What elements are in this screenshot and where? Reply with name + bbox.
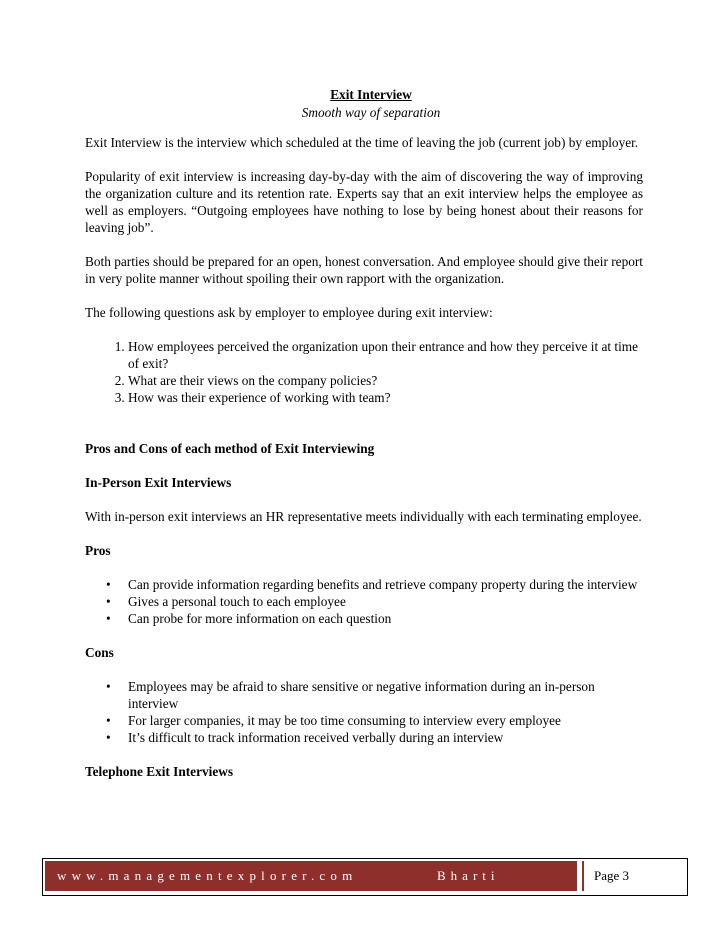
list-item-text: Employees may be afraid to share sensitive or negative information during an in-person interview (128, 679, 595, 711)
list-item-text: Can provide information regarding benefits and retrieve company property during the interview (128, 577, 638, 592)
page-number-label: Page 3 (594, 868, 630, 883)
question-item: 3. How was their experience of working with team? (128, 389, 643, 406)
document-body (85, 134, 643, 797)
bullet-icon: • (106, 713, 111, 728)
list-item-text: For larger companies, it may be too time consuming to interview every employee (128, 713, 561, 728)
heading-pros: Pros (85, 543, 111, 558)
pros-list (85, 576, 643, 627)
bullet-icon: • (106, 679, 111, 694)
list-item (106, 678, 643, 712)
list-item-text: Can probe for more information on each question (128, 611, 392, 626)
bullet-icon: • (106, 611, 111, 626)
heading-pros-cons: Pros and Cons of each method of Exit Interviewing (85, 441, 375, 456)
bullet-icon: • (106, 730, 111, 745)
paragraph-definition: Exit Interview is the interview which scheduled at the time of leaving the job (current job) by employer. (85, 135, 639, 150)
heading-telephone: Telephone Exit Interviews (85, 764, 233, 779)
footer-website-link[interactable]: www.managementexplorer.com (57, 868, 358, 883)
list-item (106, 610, 643, 627)
questions-list (85, 338, 643, 406)
document-subtitle: Smooth way of separation (301, 105, 441, 120)
list-item-text: It’s difficult to track information received verbally during an interview (128, 730, 504, 745)
footer-author: Bharti Bhutani (437, 868, 514, 913)
question-item: 1. How employees perceived the organization upon their entrance and how they perceive it at time of exit? (128, 338, 643, 372)
bullet-icon: • (106, 594, 111, 609)
paragraph-preparation: Both parties should be prepared for an open, honest conversation. And employee should give their report in very polite manner without spoiling their own rapport with the organization. (85, 254, 643, 286)
cons-list (85, 678, 643, 746)
title-block (0, 86, 728, 122)
list-item (106, 729, 643, 746)
question-item: 2. What are their views on the company policies? (128, 372, 643, 389)
footer-bar (45, 861, 577, 913)
document-title: Exit Interview (330, 87, 412, 102)
list-item (106, 576, 643, 593)
bullet-icon: • (106, 577, 111, 592)
paragraph-popularity: Popularity of exit interview is increasing day-by-day with the aim of discovering the way of improving the organization culture and its retention rate. Experts say that an exit interview helps the employee as well as employers. “Outgoing employees have nothing to lose by being honest about their reasons for leaving job”. (85, 169, 643, 235)
heading-cons: Cons (85, 645, 114, 660)
paragraph-questions-intro: The following questions ask by employer to employee during exit interview: (85, 305, 493, 320)
heading-in-person: In-Person Exit Interviews (85, 475, 232, 490)
list-item-text: Gives a personal touch to each employee (128, 594, 346, 609)
list-item (106, 593, 643, 610)
paragraph-in-person: With in-person exit interviews an HR representative meets individually with each terminating employee. (85, 509, 642, 524)
list-item (106, 712, 643, 729)
footer-page-number (582, 861, 685, 891)
